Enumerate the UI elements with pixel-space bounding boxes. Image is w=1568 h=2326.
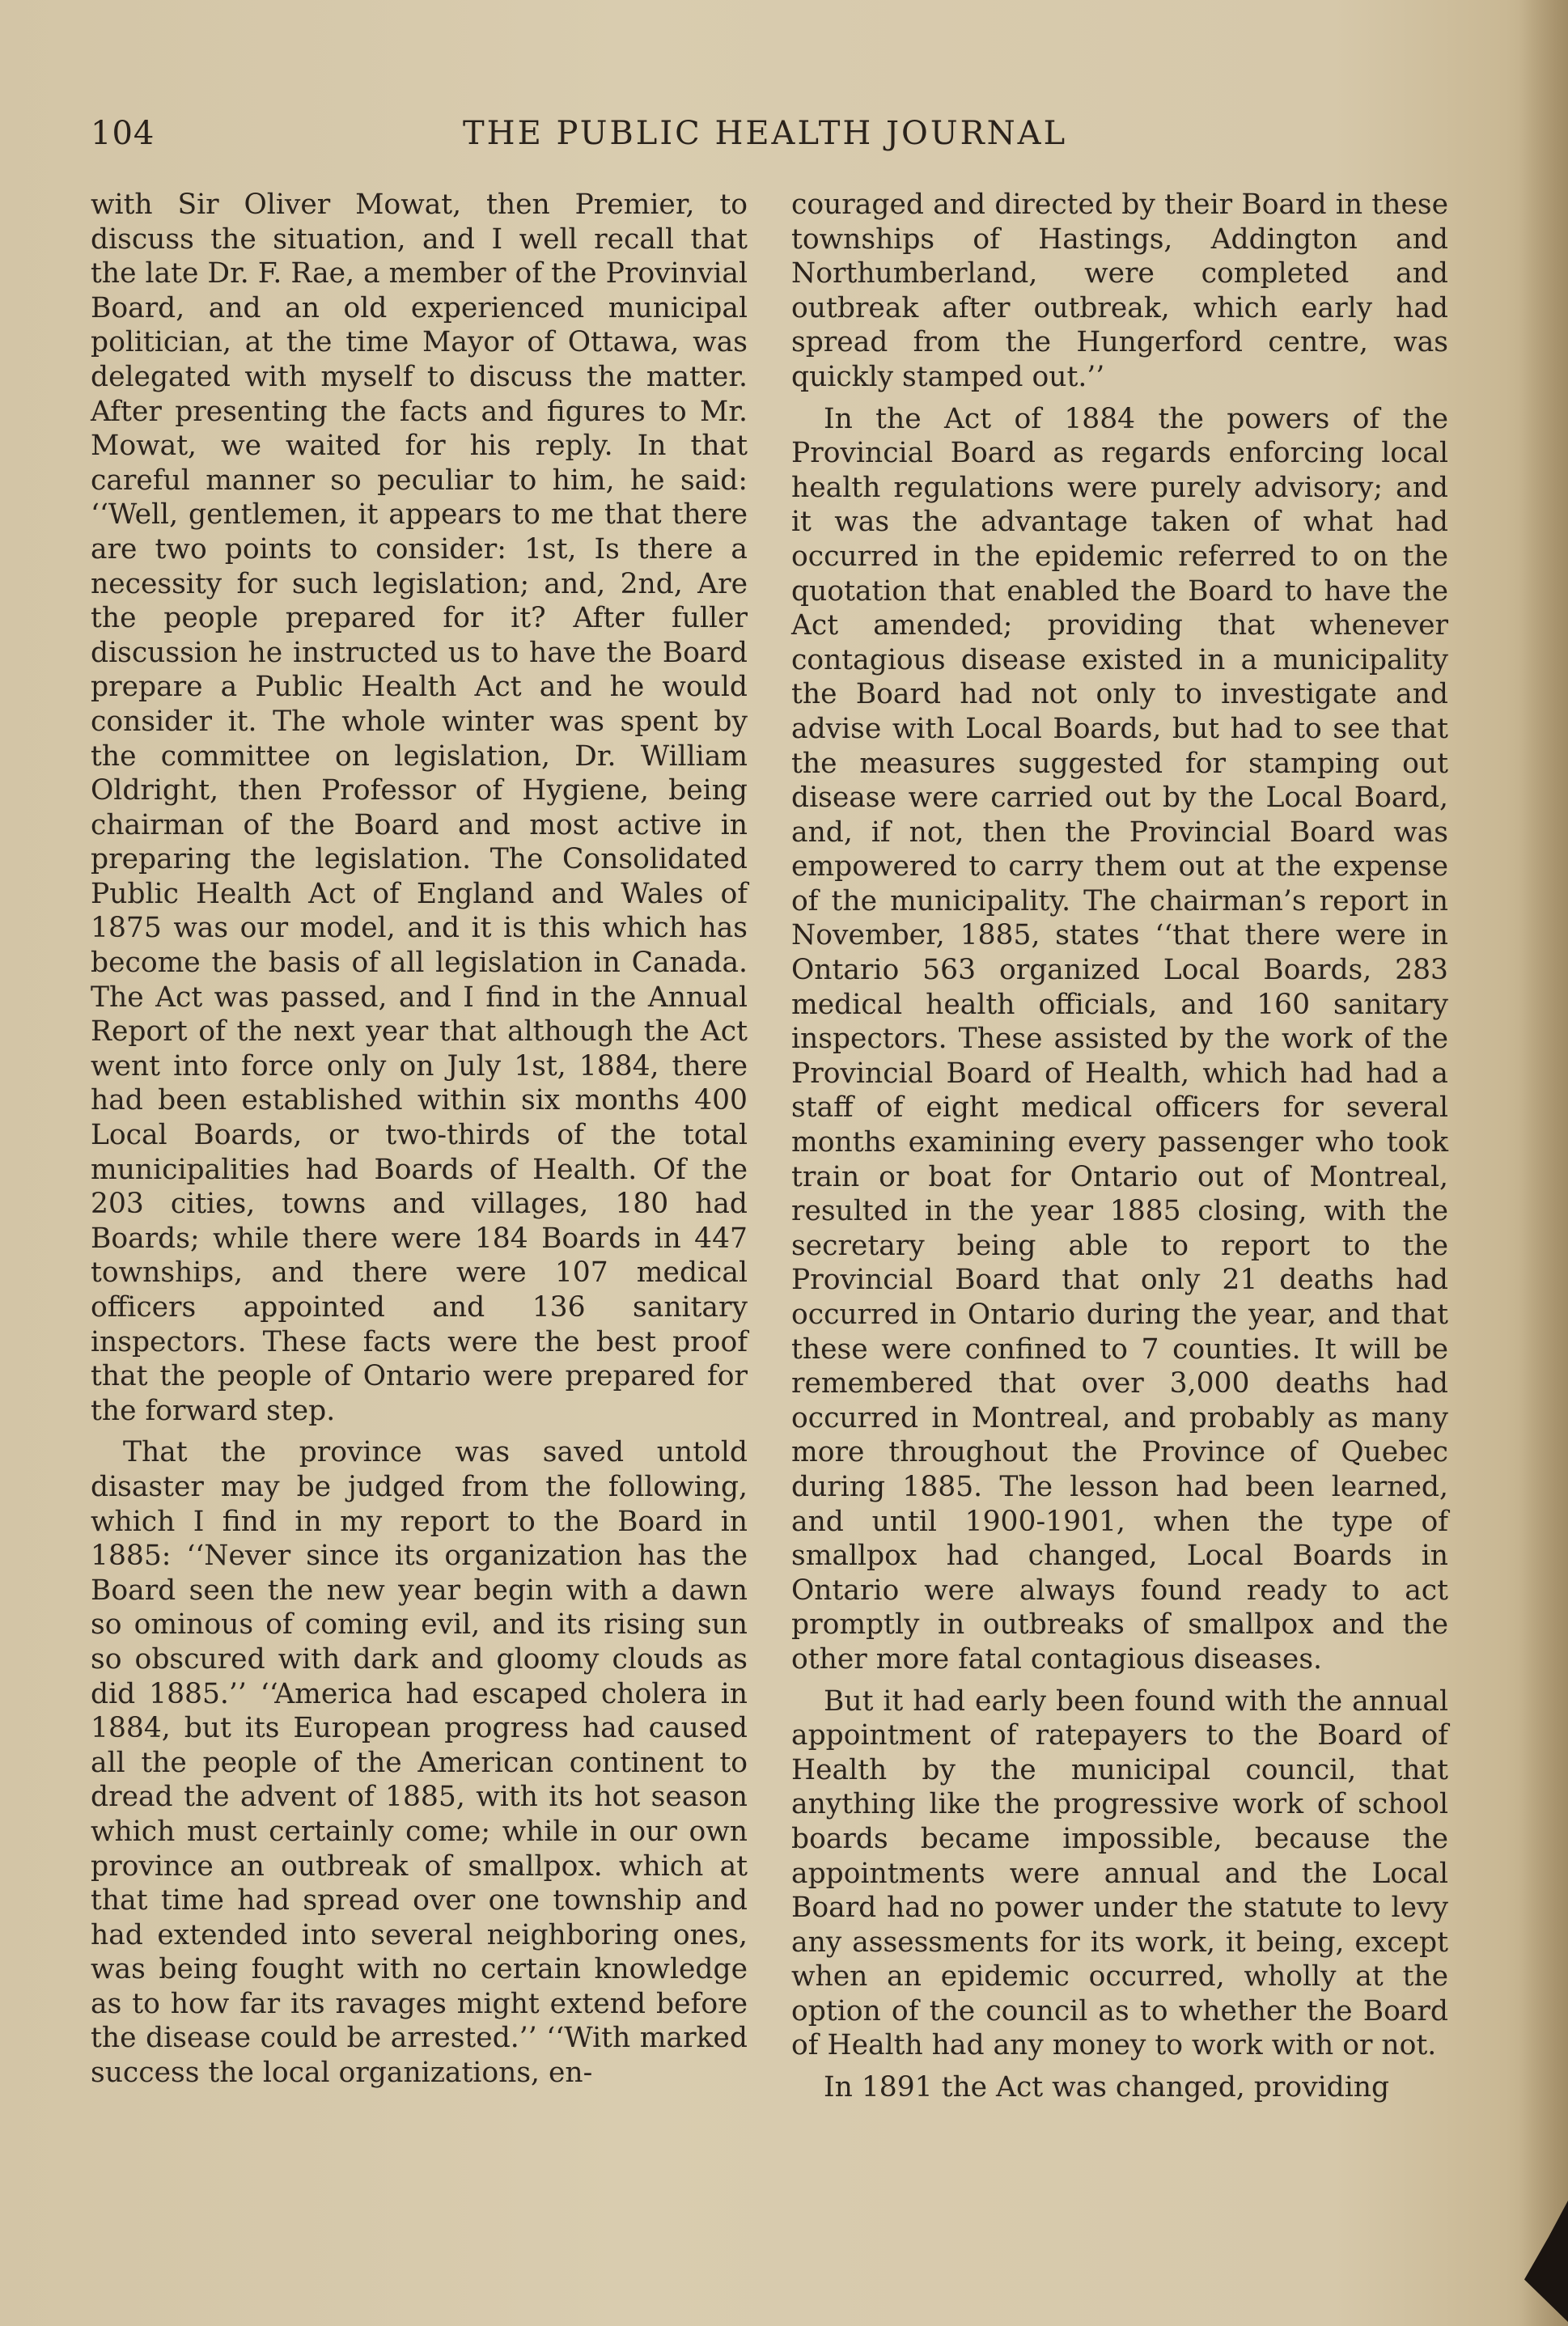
running-title: THE PUBLIC HEALTH JOURNAL [463, 115, 1068, 152]
paragraph: In the Act of 1884 the powers of the Provincial Board as regards enforcing local health regulations were purely advisory; and it was the advantage taken of what had occurred in the epidemic referred to on the quotation that enabled the Board to have the Act amended; providing that whenever contagious disease existed in a municipality the Board had not only to investigate and advise with Local Boards, but had to see that the measures suggested for stamping out disease were carried out by the Local Board, and, if not, then the Provincial Board was empowered to carry them out at the expense of the municipality. The chairman’s report in November, 1885, states ‘‘that there were in Ontario 563 organized Local Boards, 283 medical health officials, and 160 sanitary inspectors. These assisted by the work of the Provincial Board of Health, which had had a staff of eight medical officers for several months examining every passenger who took train or boat for Ontario out of Montreal, resulted in the year 1885 closing, with the secretary being able to report to the Provincial Board that only 21 deaths had occurred in Ontario during the year, and that these were confined to 7 counties. It will be remembered that over 3,000 deaths had occurred in Montreal, and probably as many more throughout the Province of Quebec during 1885. The lesson had been learned, and until 1900-1901, when the type of smallpox had changed, Local Boards in Ontario were always found ready to act promptly in outbreaks of smallpox and the other more fatal contagious diseases. [791, 402, 1448, 1676]
page-number: 104 [91, 115, 155, 152]
paragraph: In 1891 the Act was changed, providing [824, 2071, 1390, 2104]
paragraph: with Sir Oliver Mowat, then Premier, to discuss the situation, and I well recall that the late Dr. F. Rae, a member of the Provinvial Board, and an old experienced municipal politician, at the time Mayor of Ottawa, was delegated with myself to discuss the matter. After presenting the facts and figures to Mr. Mowat, we waited for his reply. In that careful manner so peculiar to him, he said: ‘‘Well, gentlemen, it appears to me that there are two points to consider: 1st, Is there a necessity for such legislation; and, 2nd, Are the people prepared for it? After fuller discussion he instructed us to have the Board prepare a Public Health Act and he would consider it. The whole winter was spent by the committee on legislation, Dr. William Oldright, then Professor of Hygiene, being chairman of the Board and most active in preparing the legislation. The Consolidated Public Health Act of England and Wales of 1875 was our model, and it is this which has become the basis of all legislation in Canada. The Act was passed, and I find in the Annual Report of the next year that although the Act went into force only on July 1st, 1884, there had been established within six months 400 Local Boards, or two-thirds of the total municipalities had Boards of Health. Of the 203 cities, towns and villages, 180 had Boards; while there were 184 Boards in 447 townships, and there were 107 medical officers appointed and 136 sanitary inspectors. These facts were the best proof that the people of Ontario were prepared for the forward step. [91, 189, 748, 1427]
running-header [91, 115, 1450, 163]
binding-shadow [1519, 0, 1568, 2326]
right-column [791, 188, 1448, 2105]
paragraph: That the province was saved untold disaster may be judged from the following, which I find in my report to the Board in 1885: ‘‘Never since its organization has the Board seen the new year begin with a dawn so ominous of coming evil, and its rising sun so obscured with dark and gloomy clouds as did 1885.’’ ‘‘America had escaped cholera in 1884, but its European progress had caused all the people of the American continent to dread the advent of 1885, with its hot season which must certainly come; while in our own province an outbreak of smallpox. which at that time had spread over one township and had extended into several neighboring ones, was being fought with no certain knowledge as to how far its ravages might extend before the disease could be arrested.’’ ‘‘With marked success the local organizations, en- [91, 1436, 748, 2090]
left-column [91, 188, 748, 2091]
paragraph: But it had early been found with the annual appointment of ratepayers to the Board of Health by the municipal council, that anything like the progressive work of school boards became impossible, because the appointments were annual and the Local Board had no power under the statute to levy any assessments for its work, it being, except when an epidemic occurred, wholly at the option of the council as to whether the Board of Health had any money to work with or not. [791, 1684, 1448, 2062]
paragraph: couraged and directed by their Board in these townships of Hastings, Addington and Northumberland, were completed and outbreak after outbreak, which early had spread from the Hungerford centre, was quickly stamped out.’’ [791, 189, 1448, 393]
